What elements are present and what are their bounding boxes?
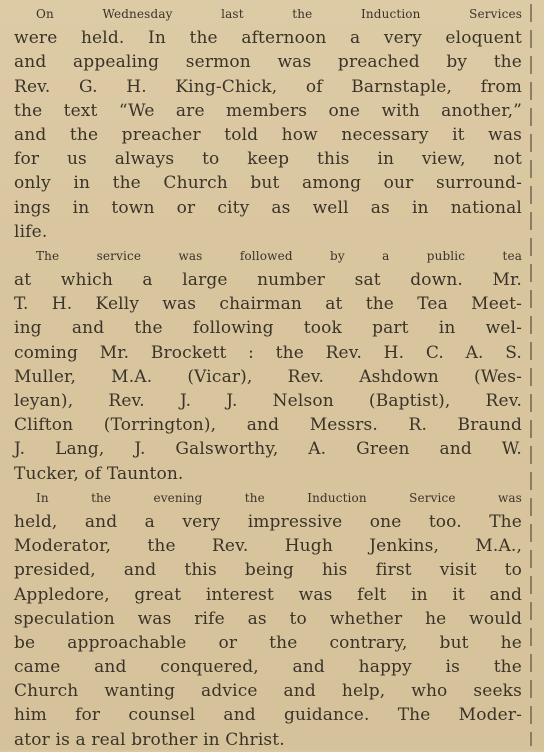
text-line: coming Mr. Brockett : the Rev. H. C. A. S. [14, 342, 522, 363]
article-body [14, 2, 522, 752]
text-line: ator is a real brother in Christ. [14, 729, 285, 750]
text-line: held, and a very impressive one too. The [14, 511, 522, 532]
text-line: only in the Church but among our surround- [14, 173, 522, 194]
text-line: life. [14, 221, 48, 242]
text-line: for us always to keep this in view, not [14, 149, 522, 170]
text-line: T. H. Kelly was chairman at the Tea Meet- [14, 294, 522, 315]
text-line: Tucker, of Taunton. [14, 463, 184, 484]
paragraph-public-tea [14, 244, 522, 486]
text-line: speculation was rife as to whether he would [14, 608, 522, 629]
text-line: be approachable or the contrary, but he [14, 632, 522, 653]
text-line: ing and the following took part in wel- [14, 318, 522, 339]
text-line: him for counsel and guidance. The Moder- [14, 705, 522, 726]
paragraph-evening-service [14, 486, 522, 752]
column-rule [530, 4, 532, 746]
text-line: came and conquered, and happy is the [14, 657, 522, 678]
text-line: On Wednesday last the Induction Services [36, 7, 522, 21]
text-line: Muller, M.A. (Vicar), Rev. Ashdown (Wes- [14, 366, 522, 387]
text-line: presided, and this being his first visit to [14, 560, 522, 581]
text-line: J. Lang, J. Galsworthy, A. Green and W. [14, 439, 522, 460]
text-line: were held. In the afternoon a very eloquent [14, 28, 522, 49]
text-line: leyan), Rev. J. J. Nelson (Baptist), Rev. [14, 391, 522, 411]
text-line: Church wanting advice and help, who seeks [14, 681, 522, 702]
text-line: the text “We are members one with another,” [14, 100, 522, 121]
paragraph-induction-services [14, 2, 522, 244]
text-line: In the evening the Induction Service was [36, 490, 522, 505]
text-line: ings in town or city as well as in national [14, 197, 522, 218]
text-line: Appledore, great interest was felt in it and [14, 584, 522, 605]
text-line: The service was followed by a public tea [36, 248, 522, 263]
text-line: Rev. G. H. King-Chick, of Barnstaple, from [14, 76, 522, 97]
text-line: Moderator, the Rev. Hugh Jenkins, M.A., [14, 536, 522, 557]
text-line: at which a large number sat down. Mr. [14, 270, 522, 291]
text-line: Clifton (Torrington), and Messrs. R. Braund [14, 415, 522, 436]
text-line: and appealing sermon was preached by the [14, 52, 522, 73]
text-line: and the preacher told how necessary it was [14, 124, 522, 145]
